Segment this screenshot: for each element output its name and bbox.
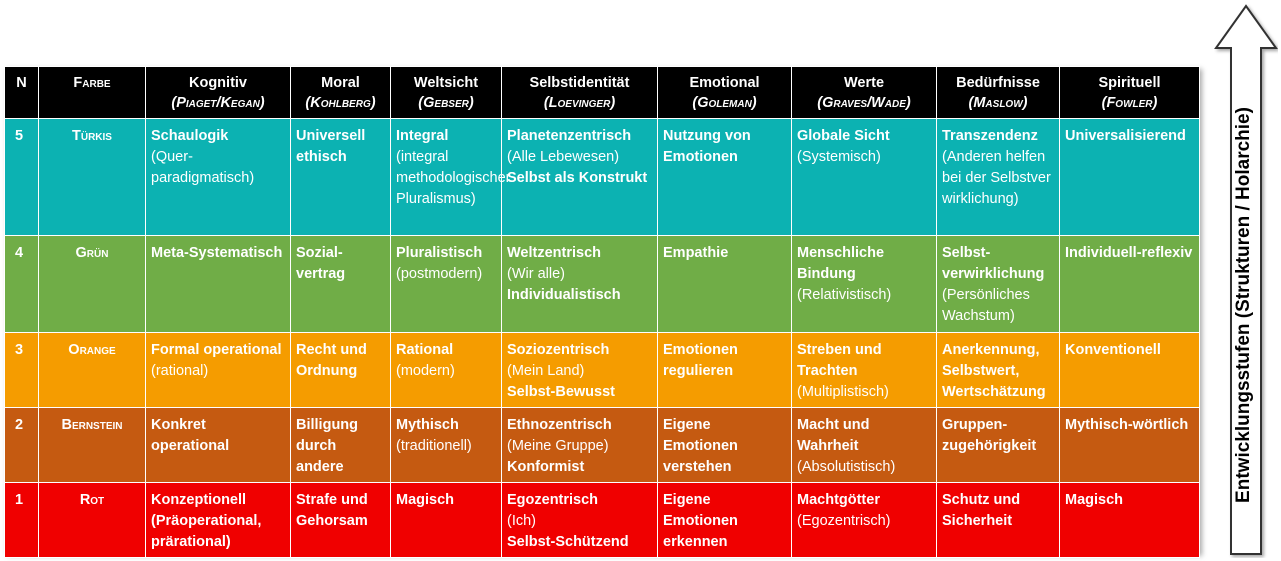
cell-farbe: Bernstein [39,408,146,483]
cell-weltsicht: Integral (integral methodologischer Pluralismus) [391,119,502,236]
table-row [5,483,1200,558]
cell-moral: Billigung durch andere [291,408,391,483]
table-row [5,119,1200,236]
development-stages-table [4,66,1199,553]
cell-moral: Sozial-vertrag [291,236,391,333]
cell-farbe: Türkis [39,119,146,236]
cell-weltsicht: Mythisch (traditionell) [391,408,502,483]
table-row [5,408,1200,483]
table-row [5,333,1200,408]
cell-emotional: Eigene Emotionen verstehen [658,408,792,483]
cell-n: 4 [5,236,39,333]
cell-werte: Machtgötter (Egozentrisch) [792,483,937,558]
cell-farbe: Orange [39,333,146,408]
table-row [5,236,1200,333]
cell-weltsicht: Rational (modern) [391,333,502,408]
cell-weltsicht: Pluralistisch (postmodern) [391,236,502,333]
cell-emotional: Empathie [658,236,792,333]
cell-spirituell: Universalisierend [1060,119,1200,236]
cell-kognitiv: Meta-Systematisch [146,236,291,333]
cell-beduerfnisse: Anerkennung, Selbstwert, Wertschätzung [937,333,1060,408]
cell-emotional: Eigene Emotionen erkennen [658,483,792,558]
header-beduerfnisse: Bedürfnisse (Maslow) [937,67,1060,119]
cell-kognitiv: Formal operational (rational) [146,333,291,408]
cell-n: 2 [5,408,39,483]
header-selbstidentitaet: Selbstidentität (Loevinger) [502,67,658,119]
cell-selbstidentitaet: Planetenzentrisch (Alle Lebewesen) Selbst als Konstrukt [502,119,658,236]
header-moral: Moral (Kohlberg) [291,67,391,119]
header-werte: Werte (Graves/Wade) [792,67,937,119]
header-weltsicht: Weltsicht (Gebser) [391,67,502,119]
cell-werte: Macht und Wahrheit (Absolutistisch) [792,408,937,483]
stages-table [4,66,1200,558]
cell-beduerfnisse: Transzendenz (Anderen helfen bei der Selbstverwirklichung) [937,119,1060,236]
header-emotional: Emotional (Goleman) [658,67,792,119]
cell-beduerfnisse: Gruppen-zugehörigkeit [937,408,1060,483]
header-row [5,67,1200,119]
cell-n: 3 [5,333,39,408]
header-spirituell: Spirituell (Fowler) [1060,67,1200,119]
cell-spirituell: Konventionell [1060,333,1200,408]
cell-spirituell: Magisch [1060,483,1200,558]
cell-kognitiv: Konkret operational [146,408,291,483]
cell-spirituell: Mythisch-wörtlich [1060,408,1200,483]
cell-kognitiv: Schaulogik (Quer-paradigmatisch) [146,119,291,236]
cell-selbstidentitaet: Egozentrisch (Ich) Selbst-Schützend [502,483,658,558]
cell-selbstidentitaet: Soziozentrisch (Mein Land) Selbst-Bewusst [502,333,658,408]
cell-selbstidentitaet: Weltzentrisch (Wir alle) Individualistisch [502,236,658,333]
cell-emotional: Emotionen regulieren [658,333,792,408]
cell-kognitiv: Konzeptionell (Präoperational, prärational) [146,483,291,558]
header-farbe: Farbe [39,67,146,119]
cell-n: 1 [5,483,39,558]
cell-werte: Globale Sicht (Systemisch) [792,119,937,236]
header-kognitiv: Kognitiv (Piaget/Kegan) [146,67,291,119]
cell-werte: Menschliche Bindung (Relativistisch) [792,236,937,333]
cell-emotional: Nutzung von Emotionen [658,119,792,236]
cell-spirituell: Individuell-reflexiv [1060,236,1200,333]
cell-werte: Streben und Trachten (Multiplistisch) [792,333,937,408]
cell-beduerfnisse: Schutz und Sicherheit [937,483,1060,558]
cell-moral: Universell ethisch [291,119,391,236]
cell-selbstidentitaet: Ethnozentrisch (Meine Gruppe) Konformist [502,408,658,483]
cell-weltsicht: Magisch [391,483,502,558]
cell-beduerfnisse: Selbst-verwirklichung (Persönliches Wachstum) [937,236,1060,333]
cell-farbe: Grün [39,236,146,333]
cell-moral: Strafe und Gehorsam [291,483,391,558]
arrow-label: Entwicklungsstufen (Strukturen / Holarchie) [1233,107,1255,503]
cell-n: 5 [5,119,39,236]
cell-farbe: Rot [39,483,146,558]
cell-moral: Recht und Ordnung [291,333,391,408]
header-n: N [5,67,39,119]
